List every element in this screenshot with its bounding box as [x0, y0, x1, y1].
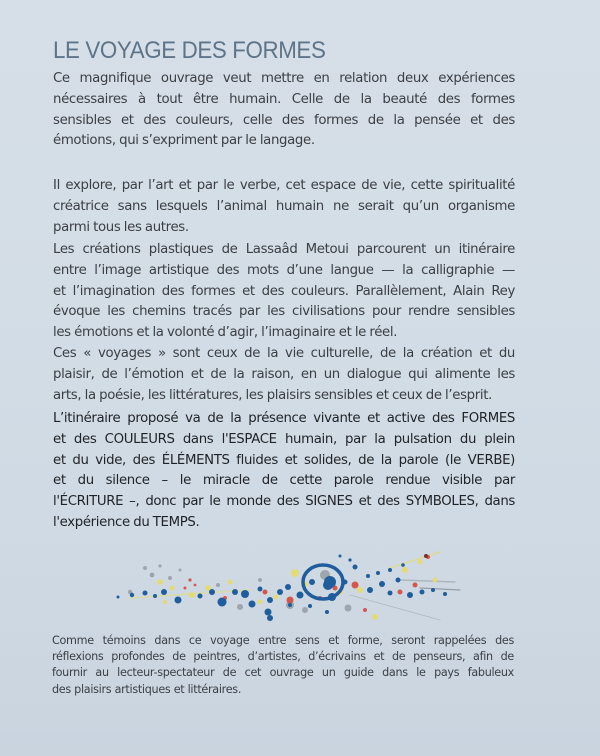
text-line: et des COULEURS dans l'ESPACE humain, par la pulsation du plein — [53, 431, 515, 447]
text-line: Ce magnifique ouvrage veut mettre en relation deux expériences — [53, 71, 515, 86]
text-line: l'ÉCRITURE –, donc par le monde des SIGNES et des SYMBOLES, dans — [53, 494, 515, 510]
text-line: Comme témoins dans ce voyage entre sens et forme, seront rappelées des — [52, 634, 514, 647]
paragraph-intro — [53, 69, 515, 152]
paint-splash-artwork — [100, 540, 520, 630]
text-line: Ces « voyages » sont ceux de la vie culturelle, de la création et du — [53, 346, 515, 361]
text-line: et du vide, des ÉLÉMENTS fluides et solides, de la parole (le VERBE) — [53, 452, 515, 468]
text-line: créatrice sans lesquels l’animal humain ne serait qu’un organisme — [53, 198, 515, 214]
text-line: Il explore, par l’art et par le verbe, cet espace de vie, cette spiritualité — [53, 178, 515, 193]
text-line: parmi tous les autres. — [53, 219, 189, 235]
text-line: fournir au lecteur-spectateur de cet ouvrage un guide dans le pays fabuleux — [52, 666, 514, 680]
text-line: nécessaires à tout être humain. Celle de la beauté des formes — [53, 91, 515, 107]
text-line: évoque les chemins tracés par les civilisations pour rendre sensibles — [53, 304, 515, 320]
paragraph-itinerary — [53, 409, 515, 534]
text-line: les émotions et la volonté d’agir, l’imaginaire et le réel. — [53, 325, 398, 341]
text-line: et du silence – le miracle de cette parole rendue visible par — [53, 473, 515, 489]
text-line: émotions, qui s’expriment par le langage. — [53, 133, 315, 149]
text-line: l'expérience du TEMPS. — [53, 514, 200, 530]
paragraph-voyages — [53, 344, 515, 406]
text-line: sensibles et des couleurs, celle des formes de la pensée et des — [53, 112, 515, 128]
text-line: des plaisirs artistiques et littéraires. — [52, 682, 242, 696]
text-line: L’itinéraire proposé va de la présence vivante et active des FORMES — [53, 411, 515, 426]
paragraph-creations — [53, 240, 515, 344]
caption-text — [52, 633, 514, 698]
page-title: LE VOYAGE DES FORMES — [53, 37, 326, 64]
text-line: entre l’image artistique des mots d’une langue — la calligraphie — — [53, 262, 515, 278]
text-line: plaisir, de l’émotion et de la raison, en un dialogue qui alimente les — [53, 366, 515, 382]
text-line: arts, la poésie, les littératures, les plaisirs sensibles et ceux de l’esprit. — [53, 387, 492, 403]
paragraph-explore — [53, 176, 515, 238]
text-line: Les créations plastiques de Lassaâd Metoui parcourent un itinéraire — [53, 242, 515, 257]
text-line: et l’imagination des formes et des couleurs. Parallèlement, Alain Rey — [53, 283, 515, 299]
text-line: réflexions profondes de peintres, d’artistes, d’écrivains et de penseurs, afin de — [52, 650, 514, 664]
